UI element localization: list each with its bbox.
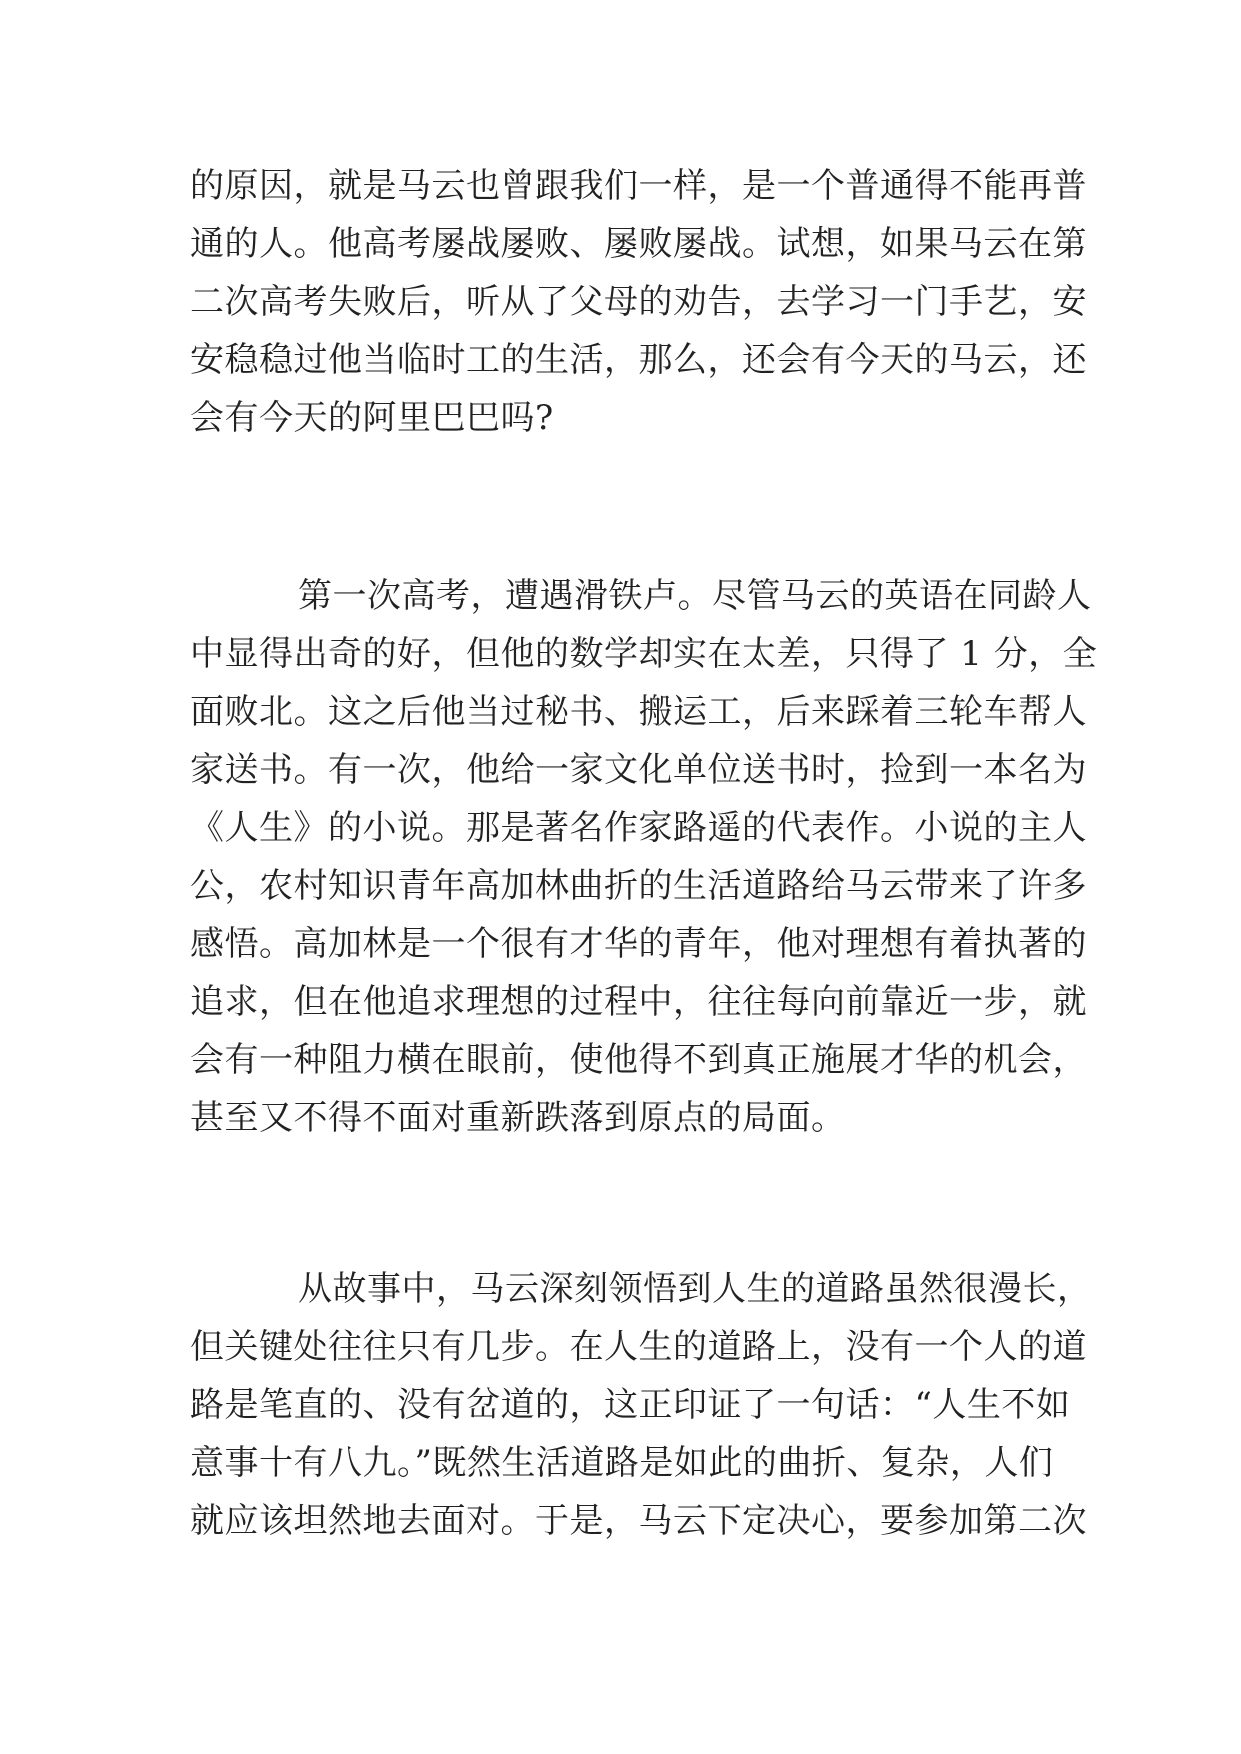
- text-line: 的原因，就是马云也曾跟我们一样，是一个普通得不能再普: [190, 166, 1087, 206]
- text-line: 安稳稳过他当临时工的生活，那么，还会有今天的马云，还: [190, 340, 1087, 380]
- paragraph-1: [190, 157, 1087, 447]
- text-line: 会有今天的阿里巴巴吗?: [190, 398, 554, 438]
- text-line: 感悟。高加林是一个很有才华的青年，他对理想有着执著的: [190, 924, 1087, 964]
- text-line: 面败北。这之后他当过秘书、搬运工，后来踩着三轮车帮人: [190, 692, 1087, 732]
- text-line: 从故事中，马云深刻领悟到人生的道路虽然很漫长，: [298, 1269, 1092, 1309]
- text-line: 会有一种阻力横在眼前，使他得不到真正施展才华的机会，: [190, 1040, 1087, 1080]
- text-line: 就应该坦然地去面对。于是，马云下定决心，要参加第二次: [190, 1501, 1087, 1541]
- text-line: 意事十有八九。”既然生活道路是如此的曲折、复杂，人们: [190, 1443, 1054, 1483]
- text-line: 家送书。有一次，他给一家文化单位送书时，捡到一本名为: [190, 750, 1087, 790]
- text-line: 中显得出奇的好，但他的数学却实在太差，只得了 1 分，全: [190, 634, 1098, 674]
- text-line: 但关键处往往只有几步。在人生的道路上，没有一个人的道: [190, 1327, 1087, 1367]
- text-line: 甚至又不得不面对重新跌落到原点的局面。: [190, 1098, 846, 1138]
- paragraph-2: [190, 567, 1098, 1147]
- paragraph-3: [190, 1260, 1092, 1550]
- text-line: 公，农村知识青年高加林曲折的生活道路给马云带来了许多: [190, 866, 1087, 906]
- text-line: 追求，但在他追求理想的过程中，往往每向前靠近一步，就: [190, 982, 1087, 1022]
- text-line: 通的人。他高考屡战屡败、屡败屡战。试想，如果马云在第: [190, 224, 1087, 264]
- text-line: 路是笔直的、没有岔道的，这正印证了一句话：“人生不如: [190, 1385, 1071, 1425]
- text-line: 二次高考失败后，听从了父母的劝告，去学习一门手艺，安: [190, 282, 1087, 322]
- text-line: 第一次高考，遭遇滑铁卢。尽管马云的英语在同龄人: [298, 576, 1092, 616]
- text-line: 《人生》的小说。那是著名作家路遥的代表作。小说的主人: [190, 808, 1087, 848]
